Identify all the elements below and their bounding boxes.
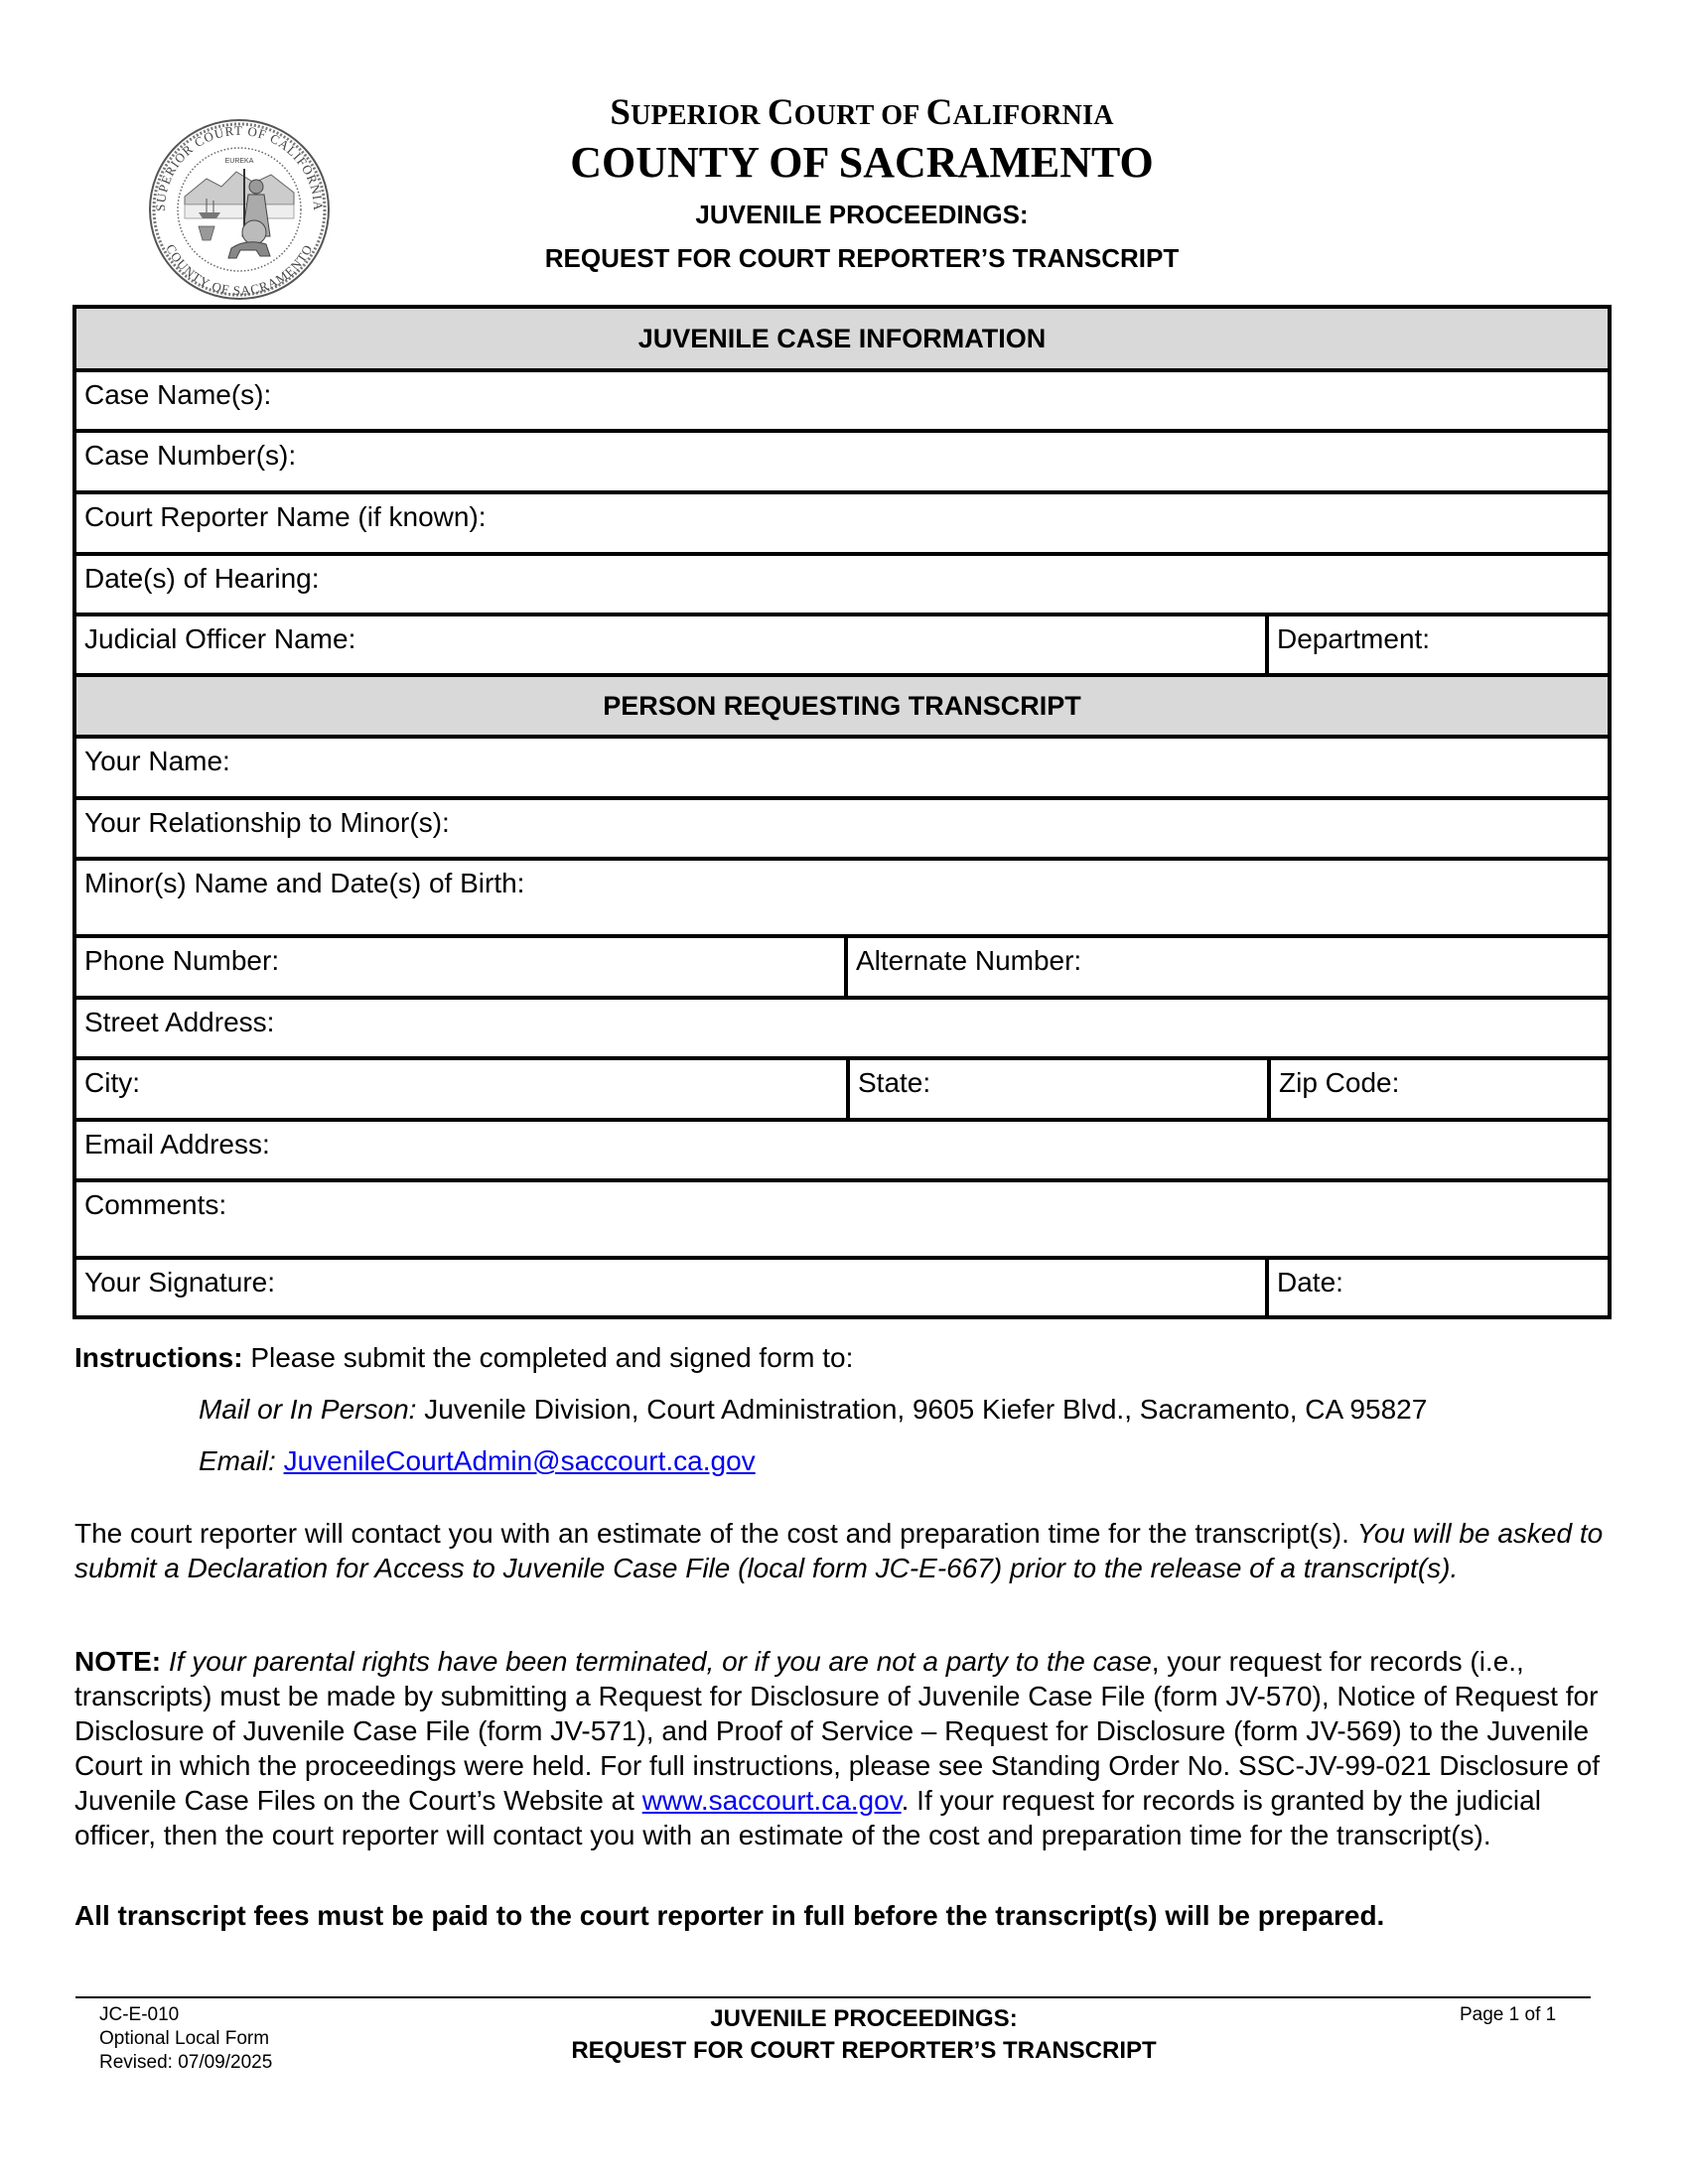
form-type: Optional Local Form [99, 2028, 270, 2049]
phone-number-field[interactable] [76, 938, 844, 996]
judicial-officer-row [76, 613, 1608, 673]
county-name: COUNTY OF SACRAMENTO [570, 138, 1154, 187]
court-seal-icon [137, 117, 342, 302]
minor-name-dob-label: Minor(s) Name and Date(s) of Birth: [84, 868, 525, 898]
date-label: Date: [1277, 1267, 1343, 1297]
form-title-line2: REQUEST FOR COURT REPORTER’S TRANSCRIPT [544, 243, 1180, 273]
section-header-case-info [76, 309, 1608, 368]
instructions-intro: Instructions: Please submit the completed and signed form to: [74, 1342, 854, 1373]
zip-code-field[interactable] [1267, 1060, 1608, 1118]
minor-name-dob-field[interactable] [76, 857, 1608, 934]
email-address-label: Email Address: [84, 1129, 270, 1160]
section-title: PERSON REQUESTING TRANSCRIPT [603, 691, 1081, 721]
case-number-field[interactable] [76, 429, 1608, 490]
case-name-label: Case Name(s): [84, 379, 272, 410]
estimate-paragraph: The court reporter will contact you with an estimate of the cost and preparation time for the transcript(s). You will be asked to submit a Declaration for Access to Juvenile Case File (local form JC-E-667) prior to the release of a transcript(s). [74, 1518, 1604, 1583]
alternate-number-field[interactable] [844, 938, 1608, 996]
street-address-field[interactable] [76, 996, 1608, 1056]
your-name-field[interactable] [76, 735, 1608, 796]
comments-field[interactable] [76, 1178, 1608, 1256]
footer-title: JUVENILE PROCEEDINGS: REQUEST FOR COURT REPORTER’S TRANSCRIPT [571, 2005, 1157, 2064]
form-title-line1: JUVENILE PROCEEDINGS: [695, 200, 1029, 229]
case-name-field[interactable] [76, 368, 1608, 429]
footer-divider [75, 1996, 1591, 1998]
note-paragraph: NOTE: If your parental rights have been terminated, or if you are not a party to the case, your request for records (i.e., transcripts) must be made by submitting a Request for Disclosure of Juvenile Case File (form JV-570), Notice of Request for Disclosure of Juvenile Case File (form JV-571), and Proof of Service – Request for Disclosure (form JV-569) to the Juvenile Court in which the proceedings were held. For full instructions, please see Standing Order No. SSC-JV-99-021 Disclosure of Juvenile Case Files on the Court’s Website at www.saccourt.ca.gov. If your request for records is granted by the judicial officer, then the court reporter will contact you with an estimate of the cost and preparation time for the transcript(s). [74, 1646, 1601, 1850]
hearing-dates-label: Date(s) of Hearing: [84, 563, 320, 594]
city-state-zip-row [76, 1056, 1608, 1118]
case-number-label: Case Number(s): [84, 440, 297, 471]
signature-field[interactable] [76, 1260, 1265, 1315]
hearing-dates-field[interactable] [76, 552, 1608, 613]
date-field[interactable] [1265, 1260, 1608, 1315]
email-line: Email: JuvenileCourtAdmin@saccourt.ca.gov [199, 1445, 756, 1476]
zip-code-label: Zip Code: [1279, 1067, 1400, 1098]
judicial-officer-field[interactable] [76, 616, 1265, 673]
signature-row [76, 1256, 1608, 1315]
revised-date: Revised: 07/09/2025 [99, 2052, 273, 2073]
svg-text:EUREKA: EUREKA [224, 158, 254, 165]
city-label: City: [84, 1067, 140, 1098]
comments-label: Comments: [84, 1189, 227, 1220]
phone-number-label: Phone Number: [84, 945, 280, 976]
department-label: Department: [1277, 623, 1431, 654]
form-number: JC-E-010 [99, 2004, 180, 2025]
alternate-number-label: Alternate Number: [856, 945, 1082, 976]
seal-top-text: SUPERIOR COURT OF CALIFORNIA [152, 122, 327, 212]
relationship-label: Your Relationship to Minor(s): [84, 807, 450, 838]
relationship-field[interactable] [76, 796, 1608, 857]
transcript-request-form [72, 305, 1612, 1319]
section-title: JUVENILE CASE INFORMATION [637, 324, 1047, 353]
court-reporter-name-label: Court Reporter Name (if known): [84, 501, 487, 532]
email-link[interactable]: JuvenileCourtAdmin@saccourt.ca.gov [283, 1445, 756, 1476]
court-name: SUPERIOR COURT OF CALIFORNIA [610, 92, 1114, 133]
instructions-section [74, 1340, 1623, 1479]
street-address-label: Street Address: [84, 1007, 275, 1037]
svg-text:COUNTY OF SACRAMENTO: COUNTY OF SACRAMENTO [163, 241, 316, 299]
phone-row [76, 934, 1608, 996]
department-field[interactable] [1265, 616, 1608, 673]
state-field[interactable] [846, 1060, 1267, 1118]
fees-notice: All transcript fees must be paid to the court reporter in full before the transcript(s) will be prepared. [74, 1900, 1385, 1931]
signature-label: Your Signature: [84, 1267, 275, 1297]
mail-in-person-line: Mail or In Person: Juvenile Division, Court Administration, 9605 Kiefer Blvd., Sacramento, CA 95827 [199, 1394, 1428, 1425]
document-header [427, 91, 1297, 275]
judicial-officer-label: Judicial Officer Name: [84, 623, 356, 654]
your-name-label: Your Name: [84, 746, 230, 776]
state-label: State: [858, 1067, 931, 1098]
page-number: Page 1 of 1 [1460, 2004, 1557, 2025]
section-header-person-requesting [76, 673, 1608, 735]
city-field[interactable] [76, 1060, 846, 1118]
website-link[interactable]: www.saccourt.ca.gov [641, 1785, 902, 1816]
email-address-field[interactable] [76, 1118, 1608, 1178]
footer-form-info [99, 2003, 272, 2075]
court-reporter-name-field[interactable] [76, 490, 1608, 552]
